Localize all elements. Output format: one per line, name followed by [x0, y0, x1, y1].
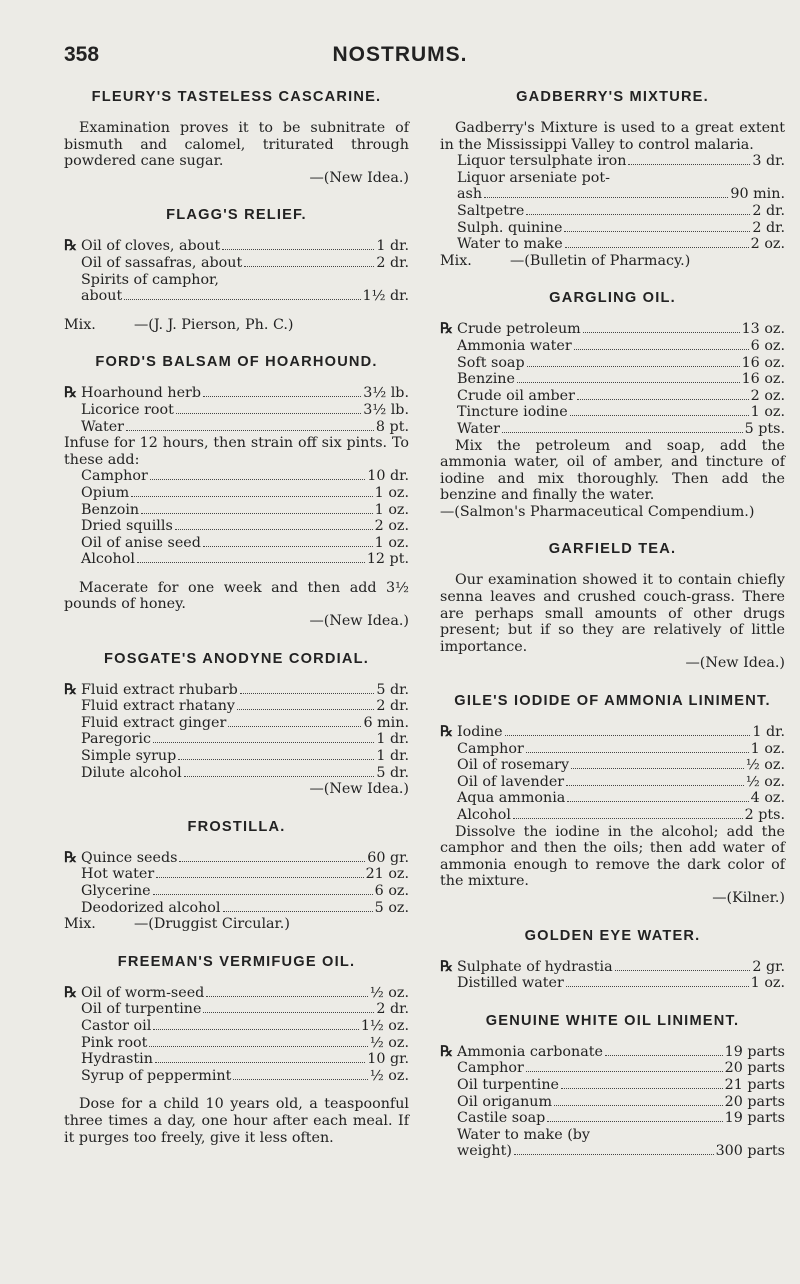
ingredient-quantity: 19 parts	[724, 1043, 785, 1060]
section-gargling	[440, 289, 785, 520]
ingredient-quantity: 2 dr.	[752, 219, 785, 236]
ingredient-name: Syrup of peppermint	[81, 1067, 232, 1084]
ingredient-quantity: ½ oz.	[369, 984, 409, 1001]
ingredient-name: Crude oil amber	[457, 387, 575, 404]
ingredient-quantity: 16 oz.	[741, 354, 785, 371]
leader-dots	[137, 562, 365, 563]
section-title: GENUINE WHITE OIL LINIMENT.	[485, 1012, 740, 1029]
ingredient-name: Tincture iodine	[457, 404, 568, 421]
leader-dots	[223, 911, 373, 912]
rx-icon: ℞	[64, 849, 77, 866]
section-text: Our examination showed it to contain chiefly senna leaves and crushed couch-grass. There are perhaps small amounts of other drugs present; but if so they are relatively of little importance.	[440, 572, 785, 655]
right-column	[440, 88, 785, 1160]
source-citation: —(Druggist Circular.)	[134, 916, 290, 933]
ingredient-row	[64, 850, 409, 867]
ingredient-row	[64, 883, 409, 900]
mix-word: Mix.	[64, 916, 96, 933]
section-fosgate	[64, 650, 409, 798]
ingredient-row	[440, 724, 785, 741]
ingredient-quantity: ½ oz.	[745, 757, 785, 774]
rx-icon: ℞	[64, 681, 77, 698]
ingredient-row	[440, 186, 785, 203]
ingredient-name: Liquor tersulphate iron	[457, 153, 627, 170]
ingredient-name: Distilled water	[457, 975, 564, 992]
ingredient-quantity: 1 oz.	[750, 404, 785, 421]
ingredient-row	[440, 1060, 785, 1077]
ingredient-quantity: 16 oz.	[741, 371, 785, 388]
page-number: 358	[64, 43, 100, 66]
ingredient-quantity: 2 gr.	[752, 958, 785, 975]
section-text: Macerate for one week and then add 3½ pounds of honey.	[64, 579, 409, 613]
ingredient-quantity: 1 oz.	[374, 534, 409, 551]
ingredient-row	[64, 866, 409, 883]
ingredient-name: Water to make	[457, 236, 563, 253]
ingredient-row	[64, 518, 409, 535]
ingredient-name: Dilute alcohol	[81, 764, 182, 781]
ingredient-quantity: 300 parts	[715, 1143, 785, 1160]
source-citation: —(Bulletin of Pharmacy.)	[510, 252, 691, 269]
ingredient-name: Oil of cloves, about	[81, 238, 221, 255]
leader-dots	[561, 1088, 723, 1089]
recipe-list	[64, 850, 409, 916]
ingredient-row	[440, 741, 785, 758]
recipe-list	[440, 724, 785, 824]
leader-dots	[124, 299, 360, 300]
ingredient-row	[64, 715, 409, 732]
ingredient-quantity: 3½ lb.	[363, 401, 409, 418]
ingredient-row	[440, 371, 785, 388]
ingredient-quantity: ½ oz.	[369, 1067, 409, 1084]
leader-dots	[526, 752, 749, 753]
source-citation: —(New Idea.)	[685, 655, 785, 672]
section-gile	[440, 692, 785, 907]
ingredient-row	[64, 255, 409, 272]
ingredient-quantity: 90 min.	[730, 186, 785, 203]
leader-dots	[583, 332, 740, 333]
leader-dots	[570, 415, 749, 416]
leader-dots	[179, 861, 365, 862]
ingredient-name: Castile soap	[457, 1110, 546, 1127]
leader-dots	[628, 164, 750, 165]
infuse-text: Infuse for 12 hours, then strain off six pints. To these add:	[64, 435, 409, 468]
ingredient-quantity: 1 dr.	[376, 731, 409, 748]
ingredient-quantity: 6 oz.	[374, 883, 409, 899]
ingredient-quantity: 2 dr.	[376, 1001, 409, 1018]
section-freeman	[64, 953, 409, 1146]
leader-dots	[184, 776, 375, 777]
ingredient-quantity: 2 dr.	[376, 698, 409, 715]
leader-dots	[153, 894, 373, 895]
ingredient-row	[440, 153, 785, 170]
source-citation: —(J. J. Pierson, Ph. C.)	[134, 316, 294, 333]
leader-dots	[240, 693, 375, 694]
ingredient-quantity: ½ oz.	[745, 773, 785, 790]
recipe-list	[64, 238, 409, 304]
ingredient-quantity: 1 dr.	[376, 238, 409, 255]
leader-dots	[566, 785, 744, 786]
ingredient-quantity: 19 parts	[724, 1110, 785, 1127]
ingredient-name: Hot water	[81, 866, 155, 883]
ingredient-row	[440, 404, 785, 421]
ingredient-name: Benzine	[457, 371, 515, 388]
section-gadberry	[440, 88, 785, 269]
ingredient-name: Camphor	[81, 468, 148, 485]
leader-dots	[244, 266, 374, 267]
ingredient-name: Aqua ammonia	[457, 790, 566, 807]
recipe-list	[64, 985, 409, 1085]
ingredient-quantity: 1½ dr.	[362, 288, 409, 305]
leader-dots	[526, 214, 750, 215]
ingredient-name: Hoarhound herb	[81, 385, 202, 402]
ingredient-row	[64, 419, 409, 436]
section-text: Dose for a child 10 years old, a teaspoonful three times a day, one hour after each meal. If it purges too freely, give it less often.	[64, 1096, 409, 1146]
section-text: Examination proves it to be subnitrate of bismuth and calomel, triturated through powdered cane sugar.	[64, 120, 409, 170]
leader-dots	[615, 970, 751, 971]
page-header	[0, 10, 800, 70]
recipe-list	[440, 1044, 785, 1160]
ingredient-quantity: 5 pts.	[744, 420, 785, 437]
section-title: FREEMAN'S VERMIFUGE OIL.	[117, 953, 356, 970]
leader-dots	[150, 479, 365, 480]
section-garfield	[440, 540, 785, 672]
ingredient-name: Camphor	[457, 1060, 524, 1077]
ingredient-name: Oil of turpentine	[81, 1001, 202, 1018]
ingredient-row	[64, 288, 409, 305]
recipe-list	[440, 321, 785, 437]
section-genuine	[440, 1012, 785, 1160]
source-citation: —(New Idea.)	[309, 613, 409, 630]
ingredient-row	[440, 203, 785, 220]
section-text: Dissolve the iodine in the alcohol; add the camphor and then the oils; then add water of ammonia enough to remove the dark color of the mixture.	[440, 823, 785, 890]
ingredient-row	[440, 338, 785, 355]
ingredient-name: Saltpetre	[457, 202, 525, 219]
ingredient-name: Water	[457, 420, 501, 437]
ingredient-name: Ammonia carbonate	[457, 1043, 603, 1060]
ingredient-name: Water to make (by	[457, 1126, 591, 1143]
ingredient-row	[440, 959, 785, 976]
ingredient-quantity: 13 oz.	[741, 321, 785, 338]
section-golden	[440, 927, 785, 992]
ingredient-quantity: 1 oz.	[374, 484, 409, 501]
section-title: GILE'S IODIDE OF AMMONIA LINIMENT.	[454, 693, 771, 710]
ingredient-name: Oil of lavender	[457, 773, 565, 790]
ingredient-row	[440, 170, 785, 187]
ingredient-row	[64, 272, 409, 289]
leader-dots	[222, 249, 374, 250]
ingredient-quantity: 10 gr.	[367, 1051, 409, 1068]
ingredient-row	[440, 1044, 785, 1061]
leader-dots	[149, 1046, 368, 1047]
ingredient-name: Dried squills	[81, 518, 173, 535]
ingredient-quantity: 3 dr.	[752, 153, 785, 170]
mix-line	[440, 253, 785, 270]
ingredient-row	[64, 238, 409, 255]
recipe-list-2	[64, 468, 409, 568]
ingredient-row	[440, 790, 785, 807]
ingredient-quantity: 2 oz.	[750, 387, 785, 404]
ingredient-row	[440, 774, 785, 791]
leader-dots	[517, 382, 740, 383]
ingredient-name: Oil of anise seed	[81, 534, 201, 551]
ingredient-quantity: 2 oz.	[750, 236, 785, 253]
ingredient-quantity: 1 oz.	[750, 975, 785, 992]
ingredient-quantity: 60 gr.	[367, 849, 409, 866]
leader-dots	[513, 818, 743, 819]
ingredient-quantity: 8 pt.	[375, 418, 409, 435]
ingredient-row	[64, 682, 409, 699]
section-text: Mix the petroleum and soap, add the ammonia water, oil of amber, and tincture of iodine and mix thoroughly. Then add the benzine and finally the water.	[440, 437, 785, 504]
ingredient-quantity: 1 oz.	[750, 740, 785, 757]
ingredient-name: Castor oil	[81, 1017, 152, 1034]
ingredient-name: Oil origanum	[457, 1093, 553, 1110]
ingredient-row	[440, 1077, 785, 1094]
leader-dots	[526, 1071, 723, 1072]
leader-dots	[175, 529, 373, 530]
recipe-list	[64, 385, 409, 435]
leader-dots	[155, 1062, 365, 1063]
ingredient-row	[440, 1127, 785, 1144]
section-title: FLEURY'S TASTELESS CASCARINE.	[91, 89, 382, 105]
ingredient-quantity: ½ oz.	[369, 1034, 409, 1051]
ingredient-row	[64, 385, 409, 402]
ingredient-row	[440, 1094, 785, 1111]
section-flagg	[64, 206, 409, 333]
ingredient-quantity: 4 oz.	[750, 790, 785, 807]
ingredient-row	[64, 1068, 409, 1085]
ingredient-name: Oil of rosemary	[457, 757, 570, 774]
ingredient-name: Fluid extract rhatany	[81, 698, 236, 715]
ingredient-quantity: 2 oz.	[374, 518, 409, 535]
leader-dots	[571, 768, 744, 769]
ingredient-row	[440, 220, 785, 237]
leader-dots	[228, 726, 361, 727]
section-title: GARGLING OIL.	[549, 290, 676, 307]
ingredient-row	[64, 698, 409, 715]
ingredient-row	[440, 807, 785, 824]
ingredient-name: Oil of sassafras, about	[81, 254, 243, 271]
source-citation: —(Salmon's Pharmaceutical Compendium.)	[440, 503, 755, 520]
ingredient-name: Pink root	[81, 1034, 148, 1051]
leader-dots	[554, 1105, 723, 1106]
leader-dots	[577, 399, 749, 400]
section-title: FLAGG'S RELIEF.	[166, 207, 307, 224]
ingredient-row	[64, 535, 409, 552]
leader-dots	[564, 231, 750, 232]
leader-dots	[514, 1154, 714, 1155]
rx-icon: ℞	[440, 958, 453, 975]
running-title: NOSTRUMS.	[332, 43, 468, 66]
ingredient-quantity: 2 dr.	[376, 254, 409, 271]
leader-dots	[505, 735, 751, 736]
leader-dots	[141, 513, 373, 514]
ingredient-quantity: 20 parts	[724, 1093, 785, 1110]
ingredient-row	[64, 731, 409, 748]
source-citation: —(New Idea.)	[309, 781, 409, 798]
rx-icon: ℞	[440, 724, 453, 741]
leader-dots	[203, 396, 361, 397]
ingredient-name: Simple syrup	[81, 748, 177, 765]
ingredient-name: about	[81, 288, 123, 305]
ingredient-row	[64, 765, 409, 782]
leader-dots	[233, 1079, 368, 1080]
ingredient-name: Soft soap	[457, 354, 525, 371]
leader-dots	[153, 1029, 359, 1030]
leader-dots	[156, 877, 363, 878]
recipe-list	[440, 959, 785, 992]
ingredient-quantity: 1 dr.	[752, 724, 785, 741]
ingredient-name: Liquor arseniate pot-	[457, 169, 610, 186]
leader-dots	[565, 247, 749, 248]
section-title: FROSTILLA.	[187, 818, 286, 835]
ingredient-name: Sulphate of hydrastia	[457, 958, 613, 975]
leader-dots	[574, 349, 749, 350]
section-title: GADBERRY'S MIXTURE.	[516, 89, 709, 105]
mix-word: Mix.	[64, 316, 96, 333]
ingredient-name: Opium	[81, 484, 130, 501]
ingredient-row	[64, 502, 409, 519]
ingredient-quantity: 1 oz.	[374, 501, 409, 518]
leader-dots	[153, 742, 374, 743]
ingredient-quantity: 6 min.	[363, 714, 409, 731]
leader-dots	[502, 432, 743, 433]
mix-word: Mix.	[440, 252, 472, 269]
ingredient-row	[440, 388, 785, 405]
leader-dots	[206, 996, 368, 997]
rx-icon: ℞	[440, 1043, 453, 1060]
ingredient-row	[64, 402, 409, 419]
leader-dots	[203, 546, 373, 547]
source-citation: —(New Idea.)	[309, 169, 409, 186]
ingredient-quantity: 1 dr.	[376, 748, 409, 765]
leader-dots	[237, 709, 374, 710]
ingredient-name: Oil turpentine	[457, 1076, 560, 1093]
ingredient-row	[64, 468, 409, 485]
rx-icon: ℞	[440, 321, 453, 338]
section-title: GOLDEN EYE WATER.	[524, 927, 701, 944]
ingredient-name: Alcohol	[81, 551, 135, 568]
ingredient-row	[64, 485, 409, 502]
ingredient-row	[64, 1035, 409, 1052]
section-ford	[64, 353, 409, 629]
leader-dots	[176, 413, 361, 414]
ingredient-name: Deodorized alcohol	[81, 899, 221, 916]
ingredient-quantity: 5 dr.	[376, 764, 409, 781]
rx-icon: ℞	[64, 984, 77, 1001]
ingredient-quantity: 20 parts	[724, 1060, 785, 1077]
ingredient-row	[64, 551, 409, 568]
leader-dots	[178, 759, 374, 760]
ingredient-quantity: 6 oz.	[750, 337, 785, 354]
ingredient-quantity: 3½ lb.	[363, 385, 409, 402]
ingredient-row	[440, 236, 785, 253]
ingredient-row	[440, 355, 785, 372]
leader-dots	[203, 1012, 374, 1013]
ingredient-row	[440, 421, 785, 438]
recipe-list	[64, 682, 409, 782]
ingredient-name: Fluid extract rhubarb	[81, 681, 238, 698]
ingredient-name: Ammonia water	[457, 337, 572, 354]
ingredient-row	[64, 1051, 409, 1068]
ingredient-quantity: 21 parts	[724, 1076, 785, 1093]
leader-dots	[527, 366, 740, 367]
ingredient-row	[64, 1001, 409, 1018]
ingredient-name: Glycerine	[81, 883, 151, 899]
leader-dots	[605, 1055, 723, 1056]
leader-dots	[131, 496, 372, 497]
leader-dots	[566, 986, 749, 987]
leader-dots	[484, 197, 728, 198]
section-text: Gadberry's Mixture is used to a great extent in the Mississippi Valley to control malaria.	[440, 120, 785, 153]
ingredient-name: Quince seeds	[81, 849, 178, 866]
ingredient-row	[440, 1110, 785, 1127]
ingredient-name: Oil of worm-seed	[81, 984, 205, 1001]
ingredient-quantity: 12 pt.	[366, 551, 409, 568]
ingredient-name: Hydrastin	[81, 1051, 153, 1068]
ingredient-quantity: 5 oz.	[374, 899, 409, 916]
ingredient-name: Camphor	[457, 740, 524, 757]
rx-icon: ℞	[64, 385, 77, 402]
ingredient-row	[64, 748, 409, 765]
leader-dots	[567, 801, 748, 802]
mix-line	[64, 916, 409, 933]
section-title: FOSGATE'S ANODYNE CORDIAL.	[104, 650, 369, 667]
ingredient-name: Spirits of camphor,	[81, 271, 219, 288]
left-column	[64, 88, 409, 1146]
ingredient-quantity: 10 dr.	[367, 468, 409, 485]
ingredient-quantity: 5 dr.	[376, 681, 409, 698]
ingredient-quantity: 2 pts.	[744, 807, 785, 823]
ingredient-name: Water	[81, 418, 125, 435]
ingredient-name: Benzoin	[81, 501, 140, 518]
ingredient-name: Paregoric	[81, 731, 151, 748]
ingredient-row	[440, 321, 785, 338]
ingredient-name: ash	[457, 186, 483, 203]
ingredient-name: Sulph. quinine	[457, 219, 563, 236]
ingredient-row	[64, 900, 409, 917]
ingredient-row	[440, 975, 785, 992]
ingredient-row	[440, 757, 785, 774]
ingredient-name: Alcohol	[457, 807, 511, 823]
ingredient-row	[64, 1018, 409, 1035]
ingredient-quantity: 21 oz.	[365, 866, 409, 883]
ingredient-row	[64, 985, 409, 1002]
ingredient-quantity: 1½ oz.	[360, 1017, 409, 1034]
ingredient-row	[440, 1143, 785, 1160]
section-fleury	[64, 88, 409, 186]
mix-line	[64, 317, 409, 334]
ingredient-name: Fluid extract ginger	[81, 714, 227, 731]
section-title: FORD'S BALSAM OF HOARHOUND.	[95, 354, 378, 371]
ingredient-name: Iodine	[457, 724, 503, 741]
ingredient-name: weight)	[457, 1143, 512, 1160]
ingredient-name: Licorice root	[81, 401, 174, 418]
rx-icon: ℞	[64, 238, 77, 255]
ingredient-name: Crude petroleum	[457, 321, 581, 338]
section-frostilla	[64, 818, 409, 933]
recipe-list	[440, 153, 785, 253]
section-title: GARFIELD TEA.	[548, 541, 677, 558]
leader-dots	[126, 430, 374, 431]
source-citation: —(Kilner.)	[712, 889, 785, 906]
leader-dots	[547, 1121, 722, 1122]
ingredient-quantity: 2 dr.	[752, 202, 785, 219]
